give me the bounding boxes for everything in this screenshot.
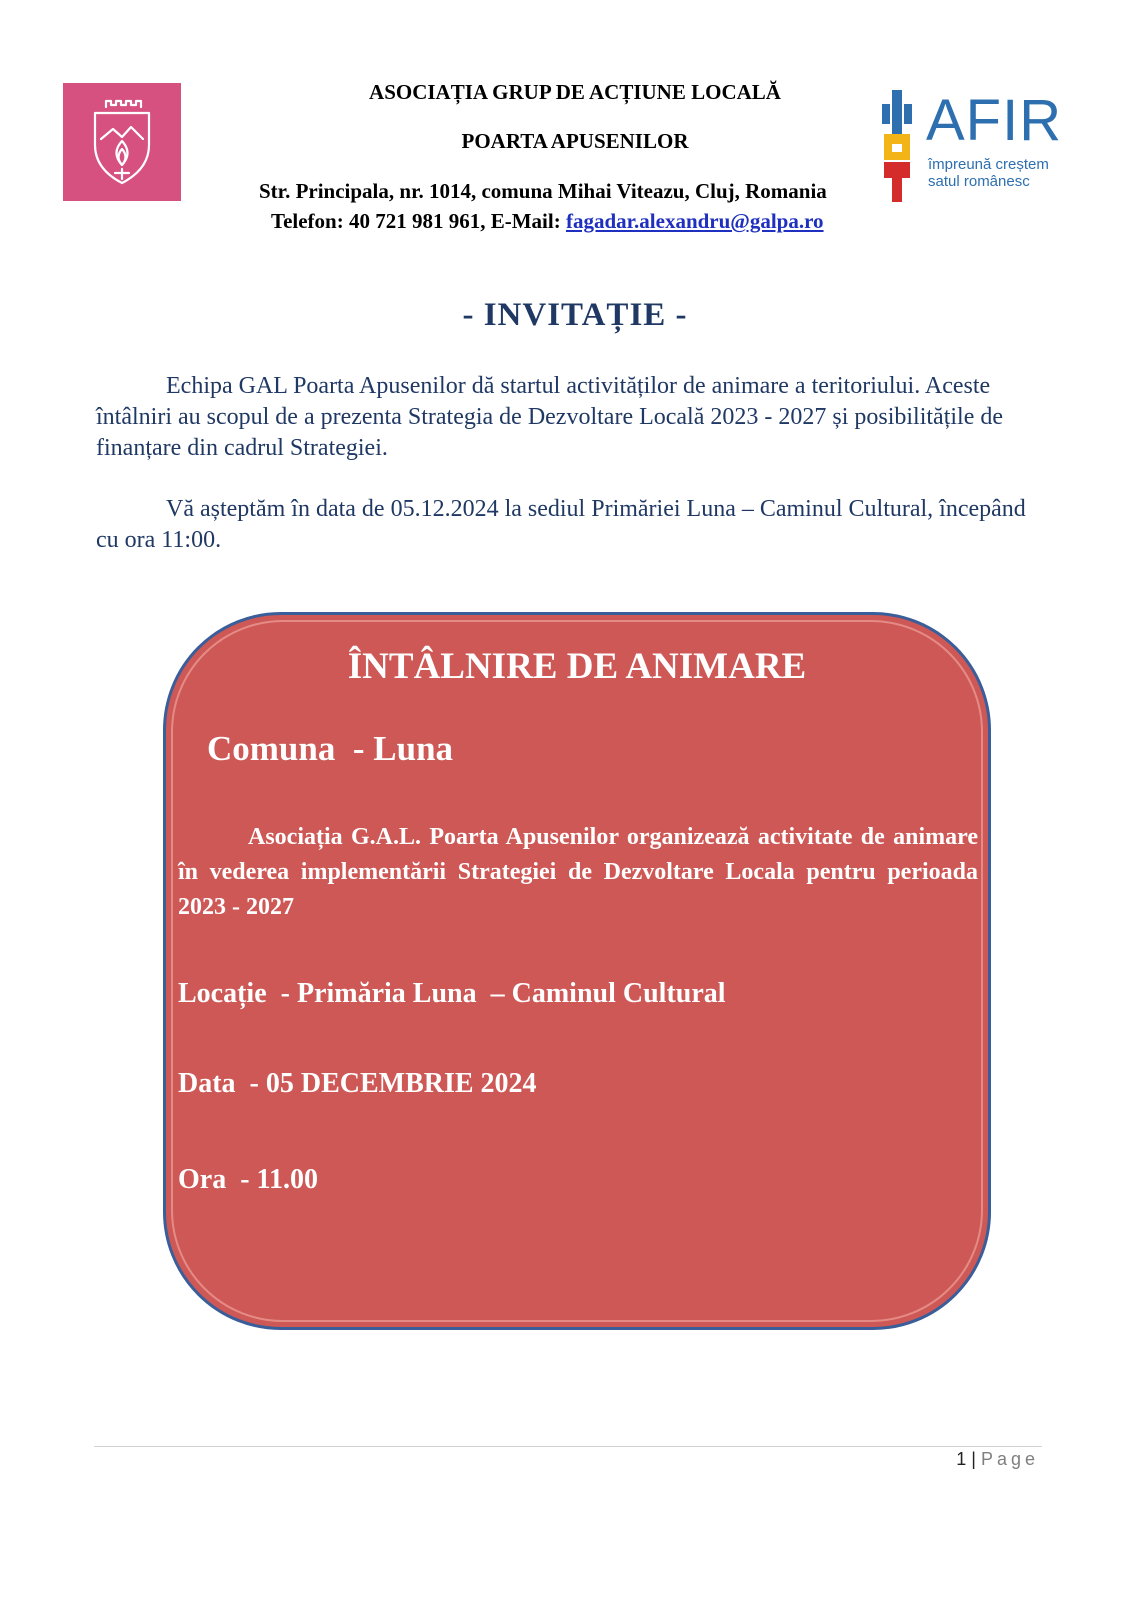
page-number: 1 xyxy=(956,1449,967,1469)
afir-tagline-1: împreună creștem xyxy=(928,156,1049,173)
paragraph-2-text: Vă așteptăm în data de 05.12.2024 la sediul Primăriei Luna – Caminul Cultural, începând cu ora 11:00. xyxy=(96,496,1026,553)
event-location: Locație - Primăria Luna – Caminul Cultural xyxy=(178,978,726,1009)
afir-wordmark: AFIR xyxy=(926,88,1063,153)
event-card-subtitle: Comuna - Luna xyxy=(207,729,454,768)
org-address: Str. Principala, nr. 1014, comuna Mihai Viteazu, Cluj, Romania xyxy=(259,179,827,203)
event-card-description xyxy=(178,820,978,925)
phone-text: Telefon: 40 721 981 961, E-Mail: xyxy=(271,209,566,233)
footer-divider xyxy=(94,1446,1042,1447)
org-name-line2: POARTA APUSENILOR xyxy=(461,129,689,153)
paragraph-1-text: Echipa GAL Poarta Apusenilor dă startul activităților de animare a teritoriului. Aceste întâlniri au scopul de a prezenta Strategia de Dezvoltare Locală 2023 - 2027 și posibilitățile de finanțare din cadrul Strategiei. xyxy=(96,373,1004,461)
invitation-title: - INVITAȚIE - xyxy=(462,297,688,333)
page-label: Page xyxy=(980,1449,1039,1469)
invitation-paragraph-1 xyxy=(96,371,1026,464)
event-card-title: ÎNTÂLNIRE DE ANIMARE xyxy=(347,646,807,687)
email-link[interactable]: fagadar.alexandru@galpa.ro xyxy=(565,209,824,233)
page-separator: | xyxy=(966,1449,981,1469)
event-date: Data - 05 DECEMBRIE 2024 xyxy=(178,1068,537,1099)
afir-tagline xyxy=(928,156,1049,190)
org-contact xyxy=(271,209,891,234)
event-card-inner-border xyxy=(171,620,983,1322)
afir-tagline-2: satul românesc xyxy=(928,173,1030,190)
event-time: Ora - 11.00 xyxy=(178,1164,318,1195)
invitation-paragraph-2 xyxy=(96,494,1026,556)
org-name-line1: ASOCIAȚIA GRUP DE ACȚIUNE LOCALĂ xyxy=(369,80,781,104)
page-footer xyxy=(956,1449,1039,1470)
event-description-text: Asociația G.A.L. Poarta Apusenilor organizează activitate de animare în vederea implementării Strategiei de Dezvoltare Locala pentru perioada 2023 - 2027 xyxy=(178,824,978,920)
event-card xyxy=(163,612,991,1330)
